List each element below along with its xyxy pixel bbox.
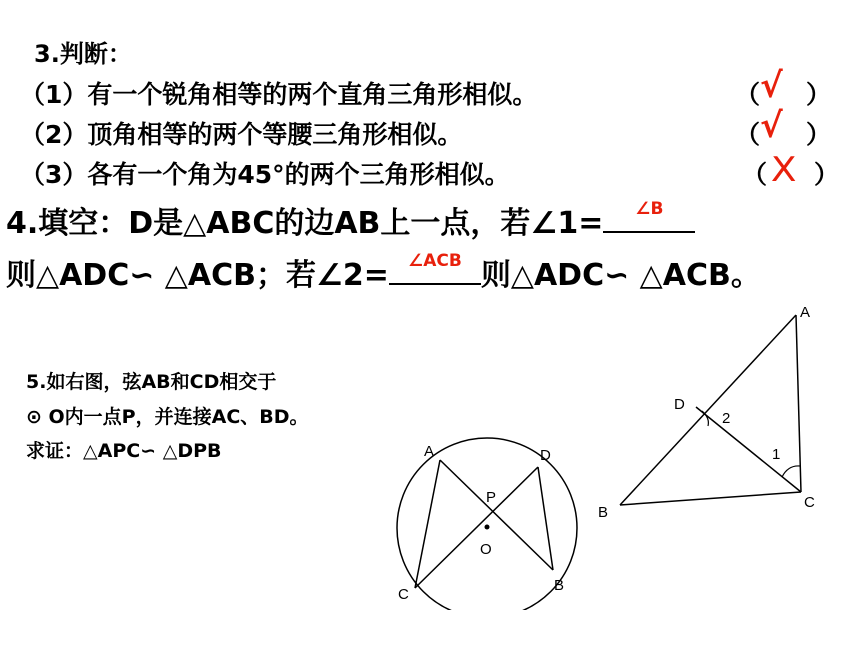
q3-item-1-paren-open: （	[735, 80, 761, 109]
center-point-o	[485, 525, 490, 530]
label-a: A	[424, 443, 435, 460]
q5-line-2: ⊙ O内一点P，并连接AC、BD。	[26, 406, 309, 428]
q3-item-3-text: （3）各有一个角为45°的两个三角形相似。	[20, 160, 510, 189]
q3-item-1-paren-close: ）	[806, 80, 832, 109]
q4-blank-1	[603, 199, 695, 233]
label-d: D	[540, 447, 551, 464]
question-3-title: 3.判断：	[34, 40, 132, 68]
q4-line1-prefix: 4.填空：D是△ABC的边AB上一点，若∠1=	[6, 206, 604, 241]
label-angle-1: 1	[772, 446, 781, 463]
segment-dc	[696, 407, 801, 492]
question-4-line-2	[6, 250, 761, 294]
q3-item-1-check-mark: √	[760, 66, 783, 106]
segment-bd	[538, 467, 553, 570]
q3-item-2-paren-open: （	[735, 120, 761, 149]
side-bc	[620, 492, 801, 505]
q3-item-2-text: （2）顶角相等的两个等腰三角形相似。	[20, 120, 463, 149]
chord-ab	[440, 460, 553, 570]
q4-answer-2: ∠ACB	[407, 251, 462, 271]
q3-item-3-paren-close: ）	[814, 160, 840, 189]
angle-1-arc	[782, 466, 800, 477]
q4-line2-part1: 则△ADC∽ △ACB；若∠2=	[6, 258, 389, 293]
question-4-line-1	[6, 198, 695, 242]
q3-item-3-cross-mark: X	[770, 150, 797, 190]
label-b: B	[598, 504, 609, 521]
chord-cd	[415, 467, 538, 588]
label-d: D	[674, 396, 685, 413]
q3-item-2-check-mark: √	[760, 106, 783, 146]
side-ab	[620, 315, 796, 505]
label-angle-2: 2	[722, 410, 731, 427]
q4-line2-part2: 则△ADC∽ △ACB。	[480, 258, 761, 293]
label-p: P	[486, 489, 497, 506]
q3-item-1-text: （1）有一个锐角相等的两个直角三角形相似。	[20, 80, 538, 109]
q5-line-3: 求证：△APC∽ △DPB	[26, 440, 222, 462]
segment-ac	[415, 460, 440, 588]
q3-item-3-paren-open: （	[742, 160, 768, 189]
label-c: C	[804, 494, 815, 511]
label-o: O	[480, 541, 492, 558]
q4-answer-1: ∠B	[635, 199, 664, 219]
label-b: B	[554, 577, 565, 594]
circle-figure	[380, 430, 600, 610]
label-c: C	[398, 586, 409, 603]
q3-item-2-paren-close: ）	[806, 120, 832, 149]
label-a: A	[800, 304, 811, 321]
q4-blank-2	[389, 251, 481, 285]
q5-line-1: 5.如右图，弦AB和CD相交于	[26, 371, 277, 393]
triangle-figure	[590, 295, 830, 525]
